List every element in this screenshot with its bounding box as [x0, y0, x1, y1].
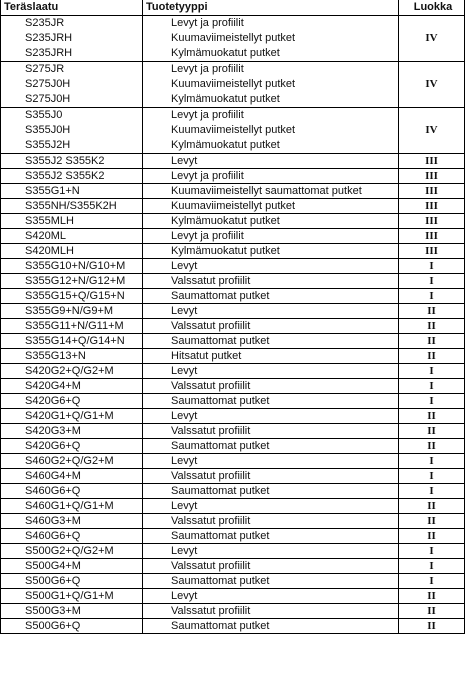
grade-line: S235JRH [25, 47, 73, 59]
product-type-cell: Saumattomat putket [143, 289, 399, 304]
table-row [1, 454, 465, 469]
product-type-line: Kuumaviimeistellyt putket [171, 32, 296, 44]
table-row [1, 604, 465, 619]
grade-cell [1, 62, 143, 108]
class-cell: II [399, 304, 465, 319]
product-type-cell: Levyt [143, 154, 399, 169]
grade-cell: S500G2+Q/G2+M [1, 544, 143, 559]
grade-cell: S355G13+N [1, 349, 143, 364]
product-type-cell: Levyt [143, 409, 399, 424]
class-cell: I [399, 259, 465, 274]
table-row [1, 439, 465, 454]
class-cell: I [399, 559, 465, 574]
product-type-cell [143, 62, 399, 108]
table-row [1, 484, 465, 499]
table-row [1, 289, 465, 304]
class-cell: IV [399, 16, 465, 62]
grade-cell: S420G6+Q [1, 439, 143, 454]
grade-line: S275JR [25, 63, 65, 75]
table-row [1, 229, 465, 244]
product-type-line: Kuumaviimeistellyt putket [171, 78, 296, 90]
class-cell: III [399, 169, 465, 184]
table-row [1, 274, 465, 289]
grade-cell [1, 108, 143, 154]
table-row [1, 184, 465, 199]
grade-cell: S355G14+Q/G14+N [1, 334, 143, 349]
table-row [1, 319, 465, 334]
grade-cell: S355G9+N/G9+M [1, 304, 143, 319]
header-class: Luokka [399, 0, 465, 16]
product-type-cell: Valssatut profiilit [143, 274, 399, 289]
class-cell: III [399, 184, 465, 199]
class-cell: III [399, 154, 465, 169]
table-row [1, 334, 465, 349]
grade-cell: S355G15+Q/G15+N [1, 289, 143, 304]
class-cell: IV [399, 108, 465, 154]
product-type-line: Levyt ja profiilit [171, 17, 244, 29]
class-cell: II [399, 619, 465, 634]
class-cell: II [399, 589, 465, 604]
product-type-cell: Valssatut profiilit [143, 604, 399, 619]
header-product-type: Tuotetyyppi [143, 0, 399, 16]
class-cell: I [399, 574, 465, 589]
grade-cell: S460G6+Q [1, 529, 143, 544]
grade-line: S355J2H [25, 139, 71, 151]
table-row [1, 499, 465, 514]
table-row [1, 544, 465, 559]
product-type-cell: Kylmämuokatut putket [143, 214, 399, 229]
product-type-cell: Levyt [143, 499, 399, 514]
product-type-cell: Valssatut profiilit [143, 319, 399, 334]
table-row [1, 619, 465, 634]
class-cell: III [399, 229, 465, 244]
table-row [1, 199, 465, 214]
product-type-cell: Saumattomat putket [143, 619, 399, 634]
product-type-line: Kylmämuokatut putket [171, 47, 280, 59]
grade-cell: S420G4+M [1, 379, 143, 394]
product-type-line: Levyt ja profiilit [171, 109, 244, 121]
grade-cell: S355G12+N/G12+M [1, 274, 143, 289]
grade-line: S275J0H [25, 93, 71, 105]
class-cell: II [399, 499, 465, 514]
grade-line: S235JR [25, 17, 65, 29]
table-row [1, 364, 465, 379]
class-cell: II [399, 334, 465, 349]
product-type-cell [143, 108, 399, 154]
grade-cell: S460G1+Q/G1+M [1, 499, 143, 514]
class-cell: I [399, 394, 465, 409]
product-type-cell: Saumattomat putket [143, 484, 399, 499]
product-type-cell: Kylmämuokatut putket [143, 244, 399, 259]
table-row [1, 304, 465, 319]
class-cell: I [399, 379, 465, 394]
grade-cell: S355J2 S355K2 [1, 154, 143, 169]
product-type-line: Kylmämuokatut putket [171, 93, 280, 105]
table-row-group [1, 62, 465, 108]
table-row [1, 559, 465, 574]
grade-cell: S460G6+Q [1, 484, 143, 499]
table-row [1, 214, 465, 229]
product-type-cell: Saumattomat putket [143, 529, 399, 544]
grade-cell: S355G11+N/G11+M [1, 319, 143, 334]
table-row [1, 169, 465, 184]
product-type-cell: Valssatut profiilit [143, 514, 399, 529]
class-cell: II [399, 514, 465, 529]
class-cell: II [399, 319, 465, 334]
class-cell: I [399, 469, 465, 484]
product-type-cell: Saumattomat putket [143, 394, 399, 409]
product-type-cell: Valssatut profiilit [143, 559, 399, 574]
class-cell: IV [399, 62, 465, 108]
product-type-cell: Levyt [143, 259, 399, 274]
product-type-cell: Kuumaviimeistellyt saumattomat putket [143, 184, 399, 199]
grade-cell: S420G1+Q/G1+M [1, 409, 143, 424]
table-row-group [1, 108, 465, 154]
grade-cell: S355G10+N/G10+M [1, 259, 143, 274]
product-type-cell: Levyt [143, 304, 399, 319]
table-row-group [1, 16, 465, 62]
grade-cell: S355MLH [1, 214, 143, 229]
grade-line: S235JRH [25, 32, 73, 44]
product-type-cell: Levyt [143, 364, 399, 379]
class-cell: II [399, 349, 465, 364]
grade-cell: S355J2 S355K2 [1, 169, 143, 184]
table-row [1, 574, 465, 589]
table-body [1, 16, 465, 634]
table-row [1, 259, 465, 274]
class-cell: I [399, 544, 465, 559]
table-row [1, 349, 465, 364]
class-cell: III [399, 244, 465, 259]
header-grade: Teräslaatu [1, 0, 143, 16]
class-cell: III [399, 214, 465, 229]
class-cell: II [399, 439, 465, 454]
class-cell: II [399, 424, 465, 439]
class-cell: II [399, 604, 465, 619]
product-type-cell: Levyt ja profiilit [143, 229, 399, 244]
product-type-line: Levyt ja profiilit [171, 63, 244, 75]
grade-cell: S420G2+Q/G2+M [1, 364, 143, 379]
class-cell: I [399, 289, 465, 304]
grade-line: S275J0H [25, 78, 71, 90]
table-row [1, 424, 465, 439]
grade-cell: S460G4+M [1, 469, 143, 484]
class-cell: I [399, 484, 465, 499]
product-type-cell: Valssatut profiilit [143, 424, 399, 439]
product-type-line: Kuumaviimeistellyt putket [171, 124, 296, 136]
class-cell: III [399, 199, 465, 214]
grade-cell: S460G2+Q/G2+M [1, 454, 143, 469]
product-type-cell: Levyt [143, 589, 399, 604]
product-type-cell: Saumattomat putket [143, 574, 399, 589]
grade-cell: S500G4+M [1, 559, 143, 574]
grade-cell: S420ML [1, 229, 143, 244]
grade-cell: S460G3+M [1, 514, 143, 529]
product-type-cell: Kuumaviimeistellyt putket [143, 199, 399, 214]
table-row [1, 409, 465, 424]
grade-cell: S420MLH [1, 244, 143, 259]
grade-cell: S500G6+Q [1, 619, 143, 634]
table-row [1, 244, 465, 259]
grade-line: S355J0H [25, 124, 71, 136]
class-cell: II [399, 529, 465, 544]
product-type-cell: Levyt ja profiilit [143, 169, 399, 184]
table-row [1, 154, 465, 169]
product-type-cell: Levyt [143, 544, 399, 559]
product-type-cell: Saumattomat putket [143, 334, 399, 349]
table-row [1, 394, 465, 409]
class-cell: I [399, 454, 465, 469]
grade-cell: S420G3+M [1, 424, 143, 439]
grade-cell [1, 16, 143, 62]
product-type-cell: Saumattomat putket [143, 439, 399, 454]
table-row [1, 469, 465, 484]
class-cell: II [399, 409, 465, 424]
class-cell: I [399, 274, 465, 289]
product-type-cell: Hitsatut putket [143, 349, 399, 364]
grade-cell: S420G6+Q [1, 394, 143, 409]
grade-cell: S500G1+Q/G1+M [1, 589, 143, 604]
header-row [1, 0, 465, 16]
grade-line: S355J0 [25, 109, 63, 121]
grade-cell: S355G1+N [1, 184, 143, 199]
product-type-cell [143, 16, 399, 62]
table-row [1, 379, 465, 394]
grade-cell: S355NH/S355K2H [1, 199, 143, 214]
product-type-cell: Valssatut profiilit [143, 469, 399, 484]
product-type-cell: Valssatut profiilit [143, 379, 399, 394]
grade-cell: S500G3+M [1, 604, 143, 619]
product-type-cell: Levyt [143, 454, 399, 469]
table-row [1, 514, 465, 529]
grade-cell: S500G6+Q [1, 574, 143, 589]
table-row [1, 529, 465, 544]
class-cell: I [399, 364, 465, 379]
product-type-line: Kylmämuokatut putket [171, 139, 280, 151]
table-row [1, 589, 465, 604]
